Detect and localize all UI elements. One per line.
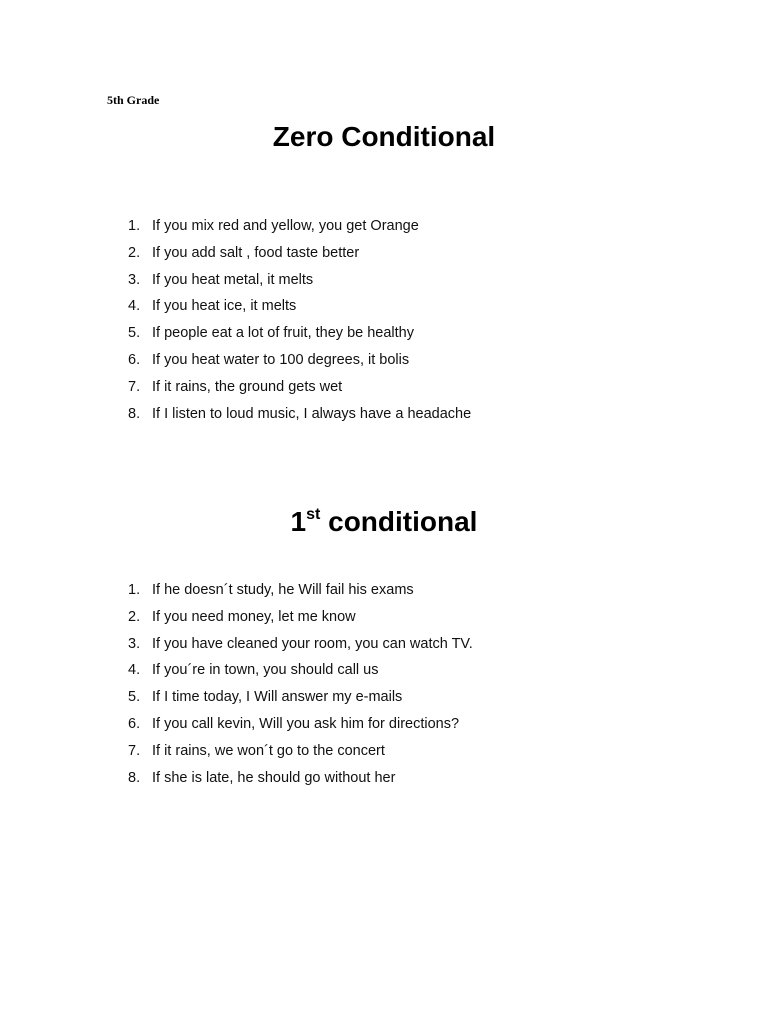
item-text: If it rains, the ground gets wet [152, 378, 343, 395]
item-text: If you´re in town, you should call us [152, 662, 379, 679]
item-number: 3. [128, 635, 141, 652]
item-text: If you add salt , food taste better [152, 244, 360, 261]
item-number: 1. [128, 218, 141, 234]
title-number: 1 [290, 506, 307, 537]
item-text: If you heat ice, it melts [152, 298, 297, 315]
item-number: 6. [128, 351, 141, 368]
item-text: If I listen to loud music, I always have a headache [152, 405, 472, 422]
title-rest: conditional [320, 506, 478, 537]
item-text: If you need money, let me know [152, 608, 356, 625]
item-text: If I time today, I Will answer my e-mails [152, 689, 403, 706]
section-title-zero-conditional: Zero Conditional [272, 121, 496, 152]
item-text: If you mix red and yellow, you get Orange [152, 218, 419, 234]
item-number: 2. [128, 608, 141, 625]
item-text: If people eat a lot of fruit, they be healthy [152, 325, 414, 342]
item-number: 1. [128, 582, 141, 598]
item-number: 8. [128, 769, 141, 786]
item-text: If he doesn´t study, he Will fail his exams [152, 582, 414, 598]
item-text: If you call kevin, Will you ask him for directions? [152, 715, 460, 732]
item-number: 5. [128, 689, 141, 706]
item-number: 8. [128, 405, 141, 422]
item-number: 4. [128, 298, 141, 315]
item-number: 6. [128, 715, 141, 732]
item-text: If you heat water to 100 degrees, it bolis [152, 351, 410, 368]
item-number: 7. [128, 378, 141, 395]
title-superscript: st [306, 505, 321, 523]
section-title-first-conditional [0, 505, 768, 539]
item-number: 7. [128, 742, 141, 759]
item-number: 2. [128, 244, 141, 261]
item-text: If you heat metal, it melts [152, 271, 314, 288]
item-number: 5. [128, 325, 141, 342]
item-text: If she is late, he should go without her [152, 769, 396, 786]
item-text: If you have cleaned your room, you can watch TV. [152, 635, 473, 652]
item-number: 3. [128, 271, 141, 288]
item-text: If it rains, we won´t go to the concert [152, 742, 385, 759]
grade-label: 5th Grade [107, 93, 160, 107]
item-number: 4. [128, 662, 141, 679]
